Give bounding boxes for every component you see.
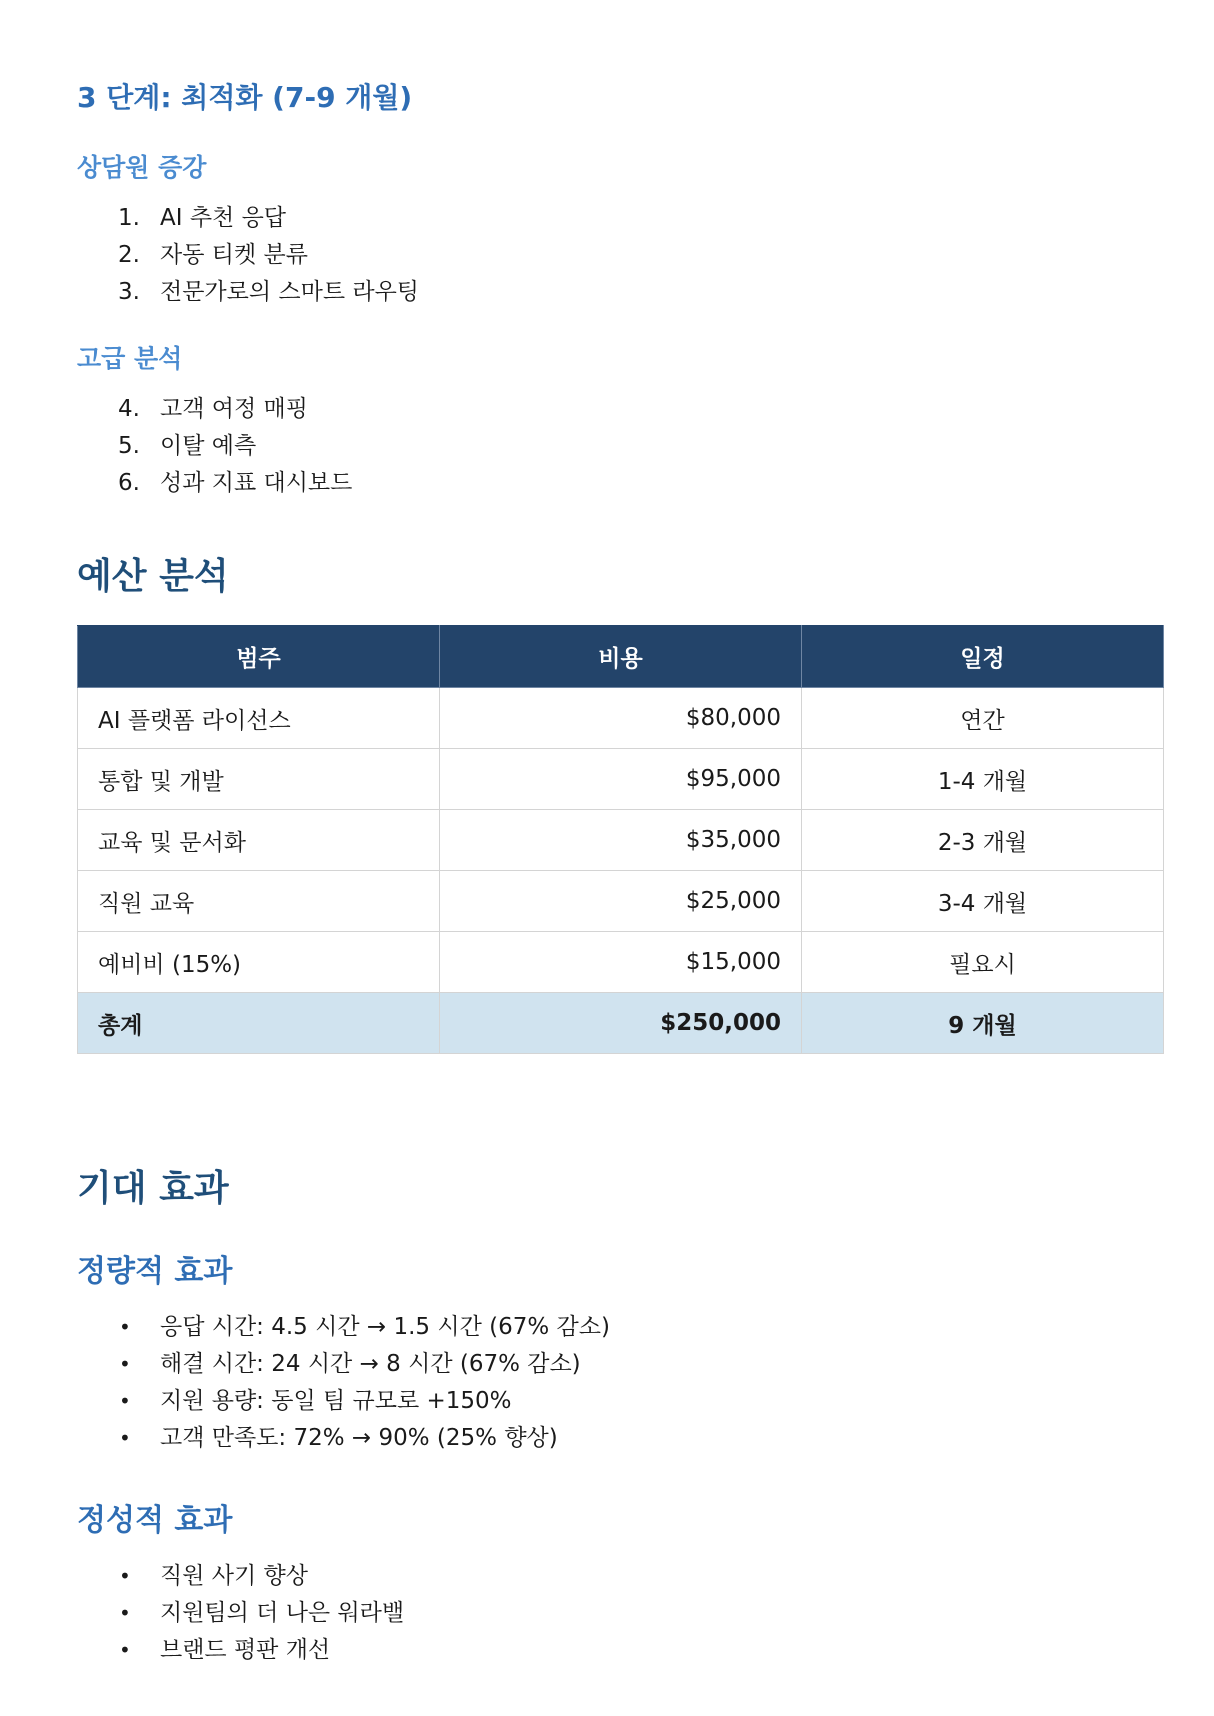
list-item-text: 고객 여정 매핑 (160, 396, 308, 422)
category-cell: 교육 및 문서화 (78, 810, 440, 871)
qualitative-benefits-heading: 정성적 효과 (77, 1503, 233, 1538)
timeline-cell: 3-4 개월 (802, 871, 1164, 932)
list-item-text: AI 추천 응답 (160, 205, 287, 231)
total-label-cell: 총계 (78, 993, 440, 1054)
table-total-row (78, 993, 1164, 1054)
bullet-marker: • (119, 1638, 131, 1662)
advanced-analytics-heading: 고급 분석 (77, 344, 183, 373)
timeline-cell: 2-3 개월 (802, 810, 1164, 871)
table-row (78, 688, 1164, 749)
bullet-marker: • (119, 1564, 131, 1588)
list-number: 1. (118, 205, 140, 231)
category-cell: 직원 교육 (78, 871, 440, 932)
list-item-text: 지원팀의 더 나은 워라밸 (160, 1600, 405, 1626)
total-cost-cell: $250,000 (440, 993, 802, 1054)
list-item-text: 이탈 예측 (160, 433, 257, 459)
cost-cell: $95,000 (440, 749, 802, 810)
list-item-text: 해결 시간: 24 시간 → 8 시간 (67% 감소) (160, 1351, 581, 1377)
column-header-timeline: 일정 (802, 626, 1164, 688)
list-item-text: 지원 용량: 동일 팀 규모로 +150% (160, 1388, 512, 1414)
bullet-marker: • (119, 1426, 131, 1450)
list-number: 4. (118, 396, 140, 422)
column-header-category: 범주 (78, 626, 440, 688)
cost-cell: $80,000 (440, 688, 802, 749)
table-header-row (78, 626, 1164, 688)
bullet-marker: • (119, 1315, 131, 1339)
cost-cell: $35,000 (440, 810, 802, 871)
benefits-section-title: 기대 효과 (77, 1168, 229, 1209)
quantitative-benefits-heading: 정량적 효과 (77, 1254, 233, 1289)
timeline-cell: 1-4 개월 (802, 749, 1164, 810)
budget-table (77, 625, 1164, 1054)
list-number: 2. (118, 242, 140, 268)
list-number: 5. (118, 433, 140, 459)
column-header-cost: 비용 (440, 626, 802, 688)
phase3-title: 3 단계: 최적화 (7-9 개월) (77, 81, 413, 114)
table-row (78, 932, 1164, 993)
agent-augmentation-heading: 상담원 증강 (77, 153, 207, 182)
bullet-marker: • (119, 1352, 131, 1376)
timeline-cell: 필요시 (802, 932, 1164, 993)
bullet-marker: • (119, 1601, 131, 1625)
list-item-text: 전문가로의 스마트 라우팅 (160, 279, 420, 305)
budget-section-title: 예산 분석 (77, 556, 229, 597)
list-item-text: 고객 만족도: 72% → 90% (25% 향상) (160, 1425, 558, 1451)
table-row (78, 810, 1164, 871)
category-cell: 통합 및 개발 (78, 749, 440, 810)
cost-cell: $15,000 (440, 932, 802, 993)
cost-cell: $25,000 (440, 871, 802, 932)
timeline-cell: 연간 (802, 688, 1164, 749)
category-cell: 예비비 (15%) (78, 932, 440, 993)
list-item-text: 성과 지표 대시보드 (160, 470, 353, 496)
list-number: 6. (118, 470, 140, 496)
list-item-text: 직원 사기 향상 (160, 1563, 308, 1589)
list-item-text: 응답 시간: 4.5 시간 → 1.5 시간 (67% 감소) (160, 1314, 610, 1340)
total-timeline-cell: 9 개월 (802, 993, 1164, 1054)
table-row (78, 871, 1164, 932)
bullet-marker: • (119, 1389, 131, 1413)
list-number: 3. (118, 279, 140, 305)
table-row (78, 749, 1164, 810)
list-item-text: 브랜드 평판 개선 (160, 1637, 331, 1663)
category-cell: AI 플랫폼 라이선스 (78, 688, 440, 749)
list-item-text: 자동 티켓 분류 (160, 242, 308, 268)
